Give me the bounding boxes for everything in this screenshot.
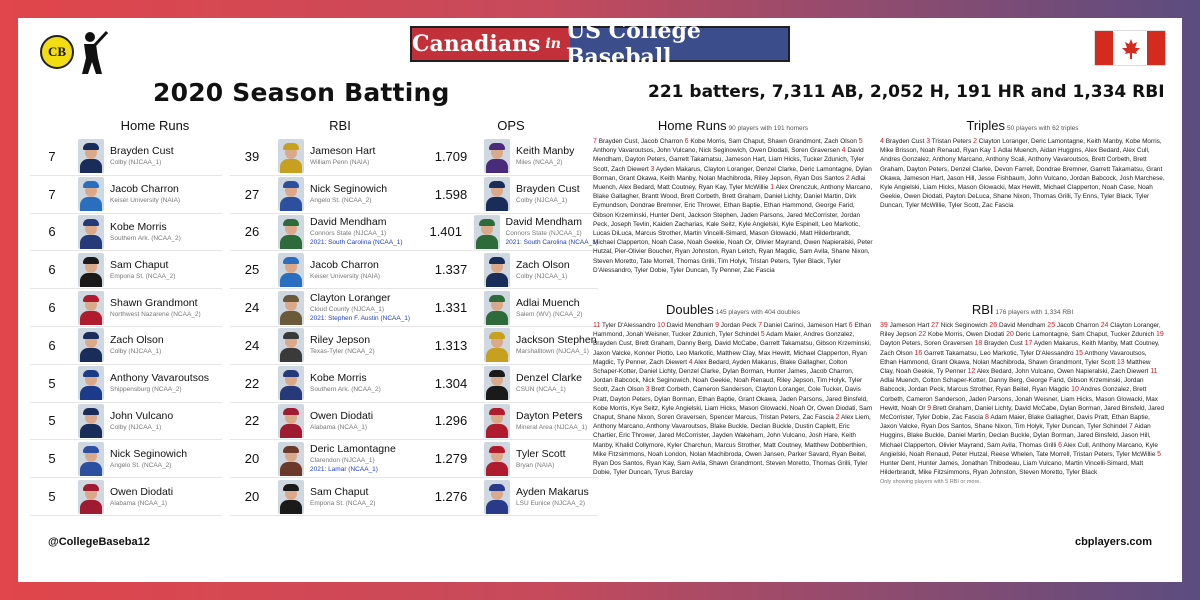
player-names: Hunter Dent, Hunter James, Jonathan Thibodeau, Liam Vulcano, Martin Vincelli-Simard, Matt Hilderbrandt, Mike Fitzsimmons, Ryan Johnston, Steven Moretto, Tyler Black: [880, 460, 1144, 477]
player-names: Alex Bedard, John Vulcano, Owen Napieralski, Zach Diewert: [976, 368, 1149, 376]
stat-value: 1.304: [434, 375, 468, 391]
stat-count: 11: [593, 322, 601, 329]
stat-value: 7: [48, 148, 56, 164]
stat-count: 6: [1058, 441, 1062, 449]
player-names: Nick Seginowich: [940, 322, 988, 329]
stat-value: 1.598: [434, 186, 468, 202]
player-school: Cloud County (NJCAA_1): [310, 306, 385, 314]
banner-word-canadians: Canadians: [412, 31, 541, 57]
player-school: Colby (NJCAA_1): [516, 272, 568, 280]
player-name: David Mendham: [505, 216, 582, 229]
stat-value: 1.276: [434, 489, 468, 505]
player-names: Alex Orenczuk, Anthony Marcano, Blake Gallagher, Brantt Wood, Brett Corbeth, Brett Graham, Daniel Lichty, Daniel Martin, Dirk Eymundson, Dondrae Bremner, Eric Thrower, Ethan Baptie, Ethan Hammond, George Farid, Gibson Krzeminski, Hunter Dent, Jackson Stephen, Jaden Parsons, Jared McCorrister, Jordan Peck, Joseph Tevlin, Kaiden Zacharias, Kale Seitz, Kyle Angielski, Kyle Espinell, Leo Markotic, Lucas DiLuca, Marcus Strother, Martin Vincelli-Simard, Mason Glowacki, Matt Hilderbrandt, Michael Clapperton, Noah Case, Noah Geekie, Noah Or, Olivier Mayrand, Owen Napieralski, Peter Hutzal, Pier-Olivier Boucher, Ryan Johnston, Ryan Leitch, Ryan Magdic, Sam Avila, Shane Nixon, Steven Moretto, Tate Morrell, Thomas Grilli, Tim Holyk, Tristan Peters, Tyler Black, Tyler D'Alessandro, Tyler Dobie, Tyler Duncan, Ty Penner, Zac Fascia: [593, 184, 873, 274]
player-name: Keith Manby: [516, 145, 575, 158]
stat-value: 5: [48, 413, 56, 429]
player-photo: [78, 328, 104, 362]
stat-value: 1.337: [434, 262, 468, 278]
player-name: Owen Diodati: [110, 485, 174, 498]
player-names: Adlai Muench, Aidan Huggins, Alex Bedard, Alex Cull, Andres Gonzalez, Anthony Marcano, Anthony Scali, Anthony Vavaroutsos, Brett Corbeth, Brett Graham, Dayton Peters, Denzel Clarke, Devon Farrell, Dondrae Bremner, Garrett Takamatsu, Grant Okawa, Jameson Hart, Jason Hill, Jesse Fishbaum, John Vulcano, Jordan Babcock, Josh Marchese, Kyle Angielski, Liam Hicks, Mason Glowacki, Max Hewitt, Michael Clapperton, Noah Case, Noah Geekie, Owen Diodati, Payton DeLuca, Shane Nixon, Thomas Grilli, Ty Enns, Tyler Black, Tyler Duncan, Tyler McWillie, Tyler Scott, Zac Fascia: [880, 147, 1165, 210]
stat-count: 4: [880, 138, 884, 145]
player-name: Nick Seginowich: [310, 183, 388, 196]
player-photo: [278, 366, 304, 400]
player-name: Brayden Cust: [110, 145, 174, 158]
player-school-2021: 2021: Lamar (NCAA_1): [310, 466, 378, 474]
player-photo: [78, 404, 104, 438]
player-names: Jordan Peck: [720, 322, 757, 329]
site-link[interactable]: cbplayers.com: [1074, 536, 1152, 548]
player-name: Denzel Clarke: [516, 372, 582, 385]
player-photo: [78, 177, 104, 211]
leaderboard-row: [230, 365, 428, 403]
player-school: Miles (NCAA_2): [516, 159, 563, 167]
leaderboard-row: [422, 214, 598, 252]
banner-word-in: in: [545, 36, 561, 52]
player-name: Sam Chaput: [110, 258, 169, 271]
player-school-2021: 2021: South Carolina (NCAA_1): [310, 239, 403, 247]
player-school: Southern Ark. (NCAA_2): [110, 234, 181, 242]
stat-count: 5: [760, 331, 765, 339]
leaderboard-row: [230, 176, 428, 214]
player-photo: [484, 177, 510, 211]
cb-logo-badge: CB: [40, 35, 74, 69]
stat-value: 22: [244, 413, 260, 429]
leaderboard-row: [30, 478, 222, 516]
doubles-list: [593, 302, 873, 477]
leaderboard-row: [422, 440, 598, 478]
player-name: David Mendham: [310, 216, 387, 229]
leaderboard-row: [230, 440, 428, 478]
stat-count: 2: [973, 138, 977, 145]
stat-count: 2: [835, 414, 840, 422]
player-photo: [484, 291, 510, 325]
list-title: [593, 118, 873, 133]
player-name: Jameson Hart: [310, 145, 376, 158]
player-school-2021: 2021: South Carolina (NCAA_1): [505, 239, 598, 247]
player-school: Texas-Tyler (NCAA_2): [310, 348, 375, 356]
stat-value: 5: [48, 375, 56, 391]
stat-value: 22: [244, 375, 260, 391]
stat-count: 10: [1071, 386, 1079, 394]
stat-count: 3: [926, 138, 931, 145]
stat-count: 1: [770, 184, 775, 192]
player-photo: [278, 328, 304, 362]
player-names: Alex Bedard, Ayden Makarus, Blake Gallagher, Colton Schaper-Kotter, Daniel Lichty, Denzel Clarke, Dylan Borman, Hunter James, Jacob Charron, Jordan Babcock, Nick Seginowich, Noah Geekie, Noah Renaud, Riley Jepson, Tim Holyk, Tyler Scott, Zach Olson: [593, 358, 863, 394]
player-names: David Mendham: [998, 322, 1046, 329]
list-subtitle: 145 players with 404 doubles: [715, 309, 800, 316]
stat-count: 27: [931, 322, 939, 329]
player-photo: [278, 215, 304, 249]
season-summary: 221 batters, 7,311 AB, 2,052 H, 191 HR and 1,334 RBI: [648, 82, 1165, 102]
player-name: Jackson Stephen: [516, 334, 597, 347]
player-school: William Penn (NAIA): [310, 159, 370, 167]
stat-value: 39: [244, 148, 260, 164]
leaderboard-row: [30, 138, 222, 176]
stat-count: 39: [880, 322, 888, 329]
leaderboard-row: [422, 138, 598, 176]
player-school: CSUN (NCAA_1): [516, 386, 566, 394]
player-photo: [484, 328, 510, 362]
stat-count: 6: [848, 322, 853, 329]
leaderboard-row: [422, 176, 598, 214]
player-names: Brayden Cust: [885, 138, 925, 145]
stat-count: 5: [1157, 450, 1162, 458]
infographic-panel: [18, 18, 1182, 582]
player-photo: [78, 291, 104, 325]
player-name: Kobe Morris: [110, 220, 167, 233]
leaderboard-row: [230, 138, 428, 176]
stat-count: 2: [845, 174, 850, 182]
stat-value: 1.401: [429, 224, 463, 240]
player-school: Salem (WV) (NCAA_2): [516, 310, 583, 318]
leaderboard-row: [30, 289, 222, 327]
player-names: Kobe Morris, Sam Chaput, Shawn Grandmont, Zach Olson: [690, 138, 857, 145]
player-names: Alex Cull, Anthony Marcano, Kyle Angielski, Noah Renaud, Peter Hutzal, Reese Whelen, Tate Morrell, Tristan Peters, Tyler McWillie: [880, 441, 1158, 458]
player-names: Dayton Peters, Soren Graversen: [880, 340, 973, 348]
list-subtitle: 176 players with 1,334 RBI: [995, 309, 1074, 316]
leaderboard-row: [422, 365, 598, 403]
player-school: Colby (NJCAA_1): [516, 197, 568, 205]
player-photo: [278, 442, 304, 476]
stat-value: 26: [244, 224, 260, 240]
leaderboard-row: [30, 440, 222, 478]
leaderboard-row: [230, 478, 428, 516]
player-school: Colby (NJCAA_1): [110, 423, 162, 431]
stat-value: 24: [244, 337, 260, 353]
player-name: Owen Diodati: [310, 409, 374, 422]
leaderboard-row: [422, 251, 598, 289]
player-names: Tyler D'Alessandro: [601, 322, 656, 329]
stat-count: 4: [841, 147, 846, 155]
player-photo: [484, 442, 510, 476]
stat-count: 7: [593, 138, 597, 145]
player-school: Alabama (NCAA_1): [310, 423, 368, 431]
player-school: Connors State (NJCAA_1): [310, 230, 387, 238]
list-subtitle: 90 players with 191 homers: [728, 125, 809, 132]
twitter-handle: @CollegeBaseba12: [48, 536, 150, 548]
player-photo: [484, 253, 510, 287]
list-subtitle: 50 players with 62 triples: [1006, 125, 1079, 132]
ops-leaderboard-title: OPS: [497, 118, 525, 133]
player-photo: [484, 139, 510, 173]
leaderboard-row: [422, 403, 598, 441]
player-school: Clarendon (NJCAA_1): [310, 457, 375, 465]
rbi-leaderboard-title: RBI: [329, 118, 351, 133]
stat-count: 19: [1156, 331, 1164, 339]
hr-leaderboard-title: Home Runs: [120, 118, 190, 133]
stat-count: 15: [1075, 349, 1084, 357]
stat-value: 5: [48, 451, 56, 467]
player-names: Ayden Makarus, Keith Manby, Matt Coutney, Zach Olson: [880, 340, 1160, 357]
stat-value: 20: [244, 451, 260, 467]
stat-count: 7: [1129, 423, 1133, 431]
player-photo: [278, 291, 304, 325]
title-banner: [410, 18, 790, 70]
stat-value: 1.313: [434, 337, 468, 353]
player-school: LSU Eunice (NJCAA_2): [516, 499, 585, 507]
stat-count: 16: [914, 349, 923, 357]
player-photo: [278, 404, 304, 438]
player-name: Anthony Vavaroutsos: [110, 372, 210, 385]
player-name: Riley Jepson: [310, 334, 371, 347]
player-school: Mineral Area (NJCAA_1): [516, 423, 588, 431]
leaderboard-row: [422, 327, 598, 365]
player-school: Colby (NJCAA_1): [110, 159, 162, 167]
player-names: David Mendham, Dayton Peters, Garrett Takamatsu, Jameson Hart, Liam Hicks, Tucker Zdunich, Tyler Scott, Zach Diewert: [593, 147, 865, 173]
stat-value: 1.709: [434, 148, 468, 164]
stat-count: 5: [858, 138, 863, 145]
player-school: Southern Ark. (NCAA_2): [310, 386, 381, 394]
player-school: Angelo St. (NCAA_2): [310, 197, 372, 205]
player-photo: [278, 480, 304, 514]
player-photo: [278, 253, 304, 287]
stat-value: 6: [48, 224, 56, 240]
player-school-2021: 2021: Stephen F. Austin (NCAA_1): [310, 315, 411, 323]
player-school: Connors State (NJCAA_1): [505, 230, 582, 238]
player-photo: [484, 480, 510, 514]
player-school: Shippensburg (NCAA_2): [110, 386, 182, 394]
cb-logo: [40, 30, 110, 82]
player-names: Brett Graham, Daniel Lichty, David McCabe, Dylan Borman, Jared Binsfeld, Jared McCorrister, Tyler Dobie, Zac Fascia: [880, 404, 1165, 422]
stat-count: 20: [1006, 331, 1014, 339]
leaderboard-row: [230, 289, 428, 327]
player-school: Northwest Nazarene (NCAA_2): [110, 310, 201, 318]
player-school: Angelo St. (NCAA_2): [110, 461, 172, 469]
player-names: Garrett Takamatsu, Leo Markotic, Tyler D'Alessandro: [924, 349, 1074, 357]
banner-word-college: US College Baseball: [565, 18, 701, 70]
list-title-text: RBI: [971, 302, 994, 317]
player-name: Jacob Charron: [110, 183, 179, 196]
stat-count: 13: [1116, 358, 1125, 366]
stat-value: 6: [48, 262, 56, 278]
stat-count: 4: [688, 358, 693, 366]
player-name: Sam Chaput: [310, 485, 369, 498]
player-names: Brett Corbeth, Cameron Sanderson, Clayton Loranger, Cole Tucker, Davis Pratt, Dayton Peters, Dylan Borman, Ethan Baptie, Grant Okawa, Jaden Parsons, Jared Binsfeld, Kobe Morris, Kye Seitz, Kyle Angielski, Liam Hicks, Mason Glowacki, Noah Or, Owen Diodati, Sam Chaput, Shane Nixon, Soren Graversen, Spencer Marcus, Tristan Peters, Zac Fascia: [593, 386, 873, 422]
list-title: [880, 118, 1165, 133]
stat-count: 25: [1047, 322, 1056, 329]
stat-value: 6: [48, 300, 56, 316]
player-name: Shawn Grandmont: [110, 296, 198, 309]
list-body: [593, 137, 873, 275]
player-names: Aidan Huggins, Blake Buckle, Daniel Martin, Declan Buckle, Dylan Borman, Jared Binsfeld, Jason Hill, Michael Clapperton, Olivier Mayrand, Sam Avila, Thomas Grilli: [880, 423, 1151, 449]
player-names: Clayton Loranger, Riley Jepson: [880, 322, 1161, 339]
player-school: Emporia St. (NCAA_2): [110, 272, 176, 280]
list-footnote: Only showing players with 5 RBI or more.: [880, 479, 981, 486]
rbi-leaderboard: [230, 138, 428, 516]
player-names: Jacob Charron: [1056, 322, 1099, 329]
stat-count: 1: [992, 147, 997, 155]
player-names: Adam Maier, Andres Gonzalez, Brayden Cust, Brett Graham, Danny Berg, David McCabe, Garrett Takamatsu, Gibson Krzeminski, Jaxon Valcke, Konner Piotto, Leo Markotic, Matthew Clay, Max Hewitt, Michael Clapperton, Ryan Magdic, Ty Penner, Zach Diewert: [593, 331, 871, 366]
player-name: Clayton Loranger: [310, 292, 391, 305]
player-name: Nick Seginowich: [110, 447, 188, 460]
stat-count: 18: [974, 340, 983, 348]
player-photo: [474, 215, 500, 249]
player-photo: [78, 480, 104, 514]
stat-count: 10: [657, 322, 665, 329]
stat-count: 6: [684, 138, 689, 145]
leaderboard-row: [422, 478, 598, 516]
triples-list: [880, 118, 1165, 211]
batter-silhouette-icon: [74, 30, 108, 76]
player-names: Anthony Vavaroutsos, Ethan Hammond, Grant Okawa, Nolan Machibroda, Shawn Grandmont, Tyler Scott: [880, 349, 1147, 366]
leaderboard-row: [230, 214, 428, 252]
stat-count: 7: [758, 322, 762, 329]
player-photo: [484, 366, 510, 400]
stat-count: 12: [967, 368, 976, 376]
stat-value: 5: [48, 489, 56, 505]
player-names: Alex Liem, Anthony Marcano, Anthony Vavaroutsos, Blake Buckle, Declan Buckle, Dustin Caplett, Eric Chartier, Eric Thrower, Jared McCorrister, Jayden Wakeham, John Vulcano, Josh Hare, Keith Manby, Khalid Collymore, Kyler Charchun, Marcus Strother, Matt Coutney, Matthew Dobberthien, Mike Fitzsimmons, Noah London, Nolan Machibroda, Owen Jansen, Parker Savard, Ryan Beitel, Ryan Dos Santos, Ryan Kay, Sam Avila, Shawn Grandmont, Steven Moretto, Thomas Grilli, Tyler Dobie, Tyler Duncan, Tyrus Barclay: [593, 414, 871, 477]
leaderboard-row: [30, 176, 222, 214]
list-body: [880, 137, 1165, 211]
stat-count: 8: [985, 414, 989, 422]
player-name: Dayton Peters: [516, 409, 583, 422]
list-title: [593, 302, 873, 317]
list-title-text: Triples: [966, 118, 1005, 133]
stat-value: 24: [244, 300, 260, 316]
list-body: [593, 321, 873, 477]
stat-count: 17: [1024, 340, 1033, 348]
leaderboard-row: [30, 327, 222, 365]
player-names: Adlai Muench, Colton Schaper-Kotter, Danny Berg, George Farid, Gibson Krzeminski, Jordan Babcock, Jordan Peck, Marcus Strother, Ryan Beitel, Ryan Magdic: [880, 377, 1144, 394]
canada-flag-icon: [1094, 30, 1166, 66]
leaderboard-row: [30, 365, 222, 403]
stat-value: 1.331: [434, 300, 468, 316]
player-photo: [78, 442, 104, 476]
player-names: Brayden Cust: [984, 340, 1023, 348]
home-runs-list: [593, 118, 873, 275]
player-name: Ayden Makarus: [516, 485, 589, 498]
list-title: [880, 302, 1165, 317]
player-names: Andres Gonzalez, Brett Corbeth, Cameron Sanderson, Jaden Parsons, Jonah Weisner, Liam Hicks, Mason Glowacki, Max Hewitt, Noah Or: [880, 386, 1159, 412]
player-names: Kobe Morris, Owen Diodati: [927, 331, 1005, 339]
player-names: Adlai Muench, Alex Bedard, Matt Coutney, Ryan Kay, Tyler McWillie: [593, 174, 866, 192]
player-school: Alabama (NCAA_1): [110, 499, 168, 507]
page-title: 2020 Season Batting: [153, 78, 450, 107]
player-school: Colby (NJCAA_1): [110, 348, 162, 356]
player-name: Kobe Morris: [310, 372, 367, 385]
player-name: Deric Lamontagne: [310, 443, 396, 456]
player-names: Deric Lamontagne, Sam Chaput, Tucker Zdunich: [1015, 331, 1155, 339]
stat-value: 6: [48, 337, 56, 353]
stat-count: 26: [989, 322, 998, 329]
player-photo: [78, 366, 104, 400]
stat-count: 11: [1150, 368, 1158, 376]
player-names: Ethan Hammond, Jonah Weisner, Tucker Zdunich, Tyler Schindel: [593, 322, 872, 339]
player-photo: [484, 404, 510, 438]
stat-count: 22: [918, 331, 927, 339]
leaderboard-row: [230, 251, 428, 289]
stat-value: 1.296: [434, 413, 468, 429]
leaderboard-row: [30, 403, 222, 441]
player-photo: [78, 253, 104, 287]
player-names: Anthony Vavaroutsos, John Vulcano, Nick Seginowich, Owen Diodati, Soren Graversen: [593, 147, 840, 155]
hr-leaderboard: [30, 138, 222, 516]
stat-count: 3: [650, 165, 655, 173]
ops-leaderboard: [422, 138, 601, 516]
leaderboard-row: [230, 403, 428, 441]
player-names: Brayden Cust, Jacob Charron: [598, 138, 683, 145]
player-school: Emporia St. (NCAA_2): [310, 499, 376, 507]
player-school: Keiser University (NAIA): [110, 197, 181, 205]
player-photo: [278, 177, 304, 211]
player-photo: [278, 139, 304, 173]
player-names: Tristan Peters: [931, 138, 972, 145]
player-name: Zach Olson: [110, 334, 164, 347]
stat-value: 1.279: [434, 451, 468, 467]
stat-count: 24: [1100, 322, 1109, 329]
list-body: [880, 321, 1165, 477]
player-school: Bryan (NAIA): [516, 461, 555, 469]
player-names: Adam Maier, Blake Gallagher, Davis Pratt, Ethan Baptie, Jaxon Valcke, Ryan Dos Santos, Shane Nixon, Tim Holyk, Tyler Duncan, Tyler Schindel: [880, 414, 1150, 431]
player-name: Zach Olson: [516, 258, 570, 271]
player-name: Adlai Muench: [516, 296, 580, 309]
leaderboard-row: [30, 251, 222, 289]
stat-value: 25: [244, 262, 260, 278]
stat-value: 7: [48, 186, 56, 202]
leaderboard-row: [30, 214, 222, 252]
stat-value: 20: [244, 489, 260, 505]
player-names: Clayton Loranger, Deric Lamontagne, Keith Manby, Kobe Morris, Mike Brisson, Noah Renaud, Ryan Kay: [880, 138, 1162, 155]
rbi-list: [880, 302, 1165, 485]
player-names: Jameson Hart: [889, 322, 930, 329]
player-names: David Mendham: [666, 322, 714, 329]
player-photo: [78, 215, 104, 249]
player-school: Marshalltown (NJCAA_1): [516, 348, 589, 356]
player-names: Daniel Carinci, Jameson Hart: [763, 322, 847, 329]
player-names: Matthew Clay, Noah Geekie, Ty Penner: [880, 358, 1151, 376]
stat-count: 3: [645, 386, 650, 394]
list-title-text: Home Runs: [657, 118, 727, 133]
player-school: Keiser University (NAIA): [310, 272, 381, 280]
player-name: John Vulcano: [110, 409, 174, 422]
player-name: Brayden Cust: [516, 183, 580, 196]
player-name: Tyler Scott: [516, 447, 566, 460]
stat-count: 9: [927, 404, 932, 412]
player-name: Jacob Charron: [310, 258, 379, 271]
stat-value: 27: [244, 186, 260, 202]
list-title-text: Doubles: [666, 302, 714, 317]
stat-count: 9: [715, 322, 719, 329]
leaderboard-row: [230, 327, 428, 365]
player-photo: [78, 139, 104, 173]
player-names: Ayden Makarus, Clayton Loranger, Denzel Clarke, Deric Lamontagne, Dylan Borman, Grant Okawa, Keith Manby, Nolan Machibroda, Riley Jepson, Ryan Dos Santos: [593, 165, 872, 182]
